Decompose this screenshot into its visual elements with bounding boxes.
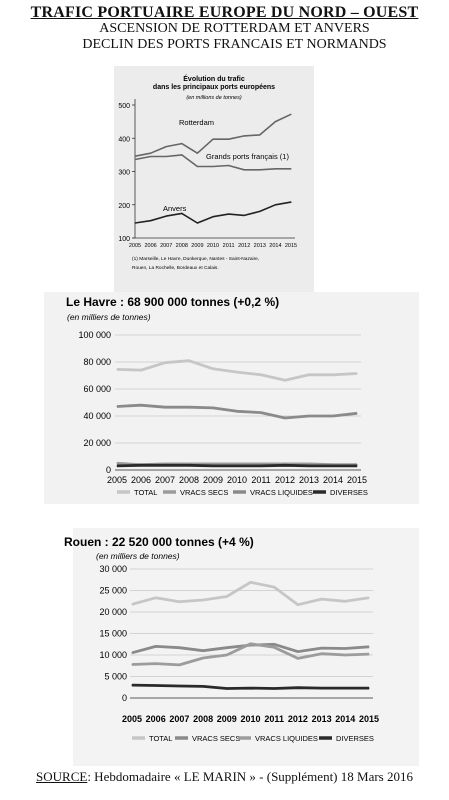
data-point	[179, 664, 180, 665]
data-point	[250, 643, 251, 644]
data-point	[297, 658, 298, 659]
data-point	[356, 465, 357, 466]
x-tick-label: 2012	[274, 475, 296, 485]
data-point	[212, 407, 213, 408]
data-point	[131, 652, 132, 653]
source-label: SOURCE	[36, 769, 88, 784]
x-tick-label: 2012	[238, 243, 251, 249]
data-point	[260, 412, 261, 413]
data-point	[228, 213, 229, 214]
chart-europe	[114, 66, 314, 292]
data-point	[244, 135, 245, 136]
x-tick-label: 2013	[253, 243, 266, 249]
y-tick-label: 10 000	[99, 650, 127, 660]
series-line-total	[117, 361, 357, 381]
x-tick-label: 2005	[121, 714, 143, 724]
data-point	[131, 604, 132, 605]
y-tick-label: 300	[118, 169, 130, 177]
data-point	[236, 372, 237, 373]
data-point	[321, 599, 322, 600]
data-point	[259, 134, 260, 135]
y-tick-label: 60 000	[83, 384, 111, 394]
data-point	[140, 405, 141, 406]
y-tick-label: 5 000	[104, 671, 127, 682]
data-point	[197, 166, 198, 167]
y-tick-label: 200	[118, 202, 130, 210]
data-point	[244, 215, 245, 216]
data-point	[150, 153, 151, 154]
data-point	[212, 216, 213, 217]
data-point	[226, 596, 227, 597]
data-point	[140, 465, 141, 466]
data-point	[244, 169, 245, 170]
x-tick-label: 2009	[191, 243, 204, 249]
y-tick-label: 20 000	[99, 607, 127, 617]
data-point	[290, 201, 291, 202]
data-point	[212, 139, 213, 140]
data-point	[226, 654, 227, 655]
chart-unit: (en millions de tonnes)	[186, 95, 242, 101]
x-tick-label: 2009	[202, 475, 224, 485]
data-point	[188, 407, 189, 408]
source-note	[0, 769, 449, 785]
data-point	[131, 664, 132, 665]
data-point	[116, 406, 117, 407]
data-point	[345, 601, 346, 602]
data-point	[368, 646, 369, 647]
x-tick-label: 2006	[145, 714, 166, 724]
data-point	[166, 156, 167, 157]
x-tick-label: 2013	[311, 714, 332, 724]
data-point	[345, 648, 346, 649]
series-label: Grands ports français (1)	[206, 152, 289, 161]
data-point	[134, 156, 135, 157]
data-point	[236, 463, 237, 464]
data-point	[297, 604, 298, 605]
chart-le-havre	[44, 292, 419, 504]
data-point	[290, 168, 291, 169]
data-point	[181, 154, 182, 155]
x-tick-label: 2015	[284, 243, 298, 249]
data-point	[259, 211, 260, 212]
data-point	[116, 465, 117, 466]
x-tick-label: 2012	[287, 714, 308, 724]
data-point	[368, 688, 369, 689]
x-tick-label: 2013	[298, 475, 320, 485]
x-tick-label: 2008	[175, 243, 188, 249]
data-point	[356, 413, 357, 414]
data-point	[250, 582, 251, 583]
data-point	[275, 204, 276, 205]
data-point	[226, 688, 227, 689]
data-point	[259, 169, 260, 170]
data-point	[179, 647, 180, 648]
data-point	[332, 465, 333, 466]
x-tick-label: 2014	[335, 714, 356, 724]
data-point	[308, 415, 309, 416]
data-point	[260, 374, 261, 375]
chart-footnote: Rouen, La Rochelle, Bordeaux et Calais.	[132, 266, 219, 271]
chart-unit: (en milliers de tonnes)	[67, 312, 151, 322]
series-line-total	[132, 582, 369, 604]
data-point	[203, 599, 204, 600]
chart-subtitle: dans les principaux ports européens	[152, 84, 276, 91]
data-point	[166, 215, 167, 216]
y-tick-label: 400	[118, 136, 130, 144]
legend-label: VRACS LIQUIDES	[250, 488, 313, 497]
chart-title: Le Havre : 68 900 000 tonnes (+0,2 %)	[66, 295, 280, 309]
data-point	[297, 687, 298, 688]
y-tick-label: 40 000	[83, 411, 111, 421]
chart-panel-rouen	[64, 528, 419, 766]
chart-unit: (en milliers de tonnes)	[96, 551, 180, 561]
data-point	[368, 597, 369, 598]
data-point	[275, 168, 276, 169]
data-point	[155, 685, 156, 686]
data-point	[274, 586, 275, 587]
data-point	[116, 369, 117, 370]
x-tick-label: 2010	[240, 714, 261, 724]
data-point	[321, 688, 322, 689]
data-point	[260, 463, 261, 464]
data-point	[236, 411, 237, 412]
chart-panel-europe	[114, 66, 314, 292]
y-tick-label: 25 000	[99, 585, 127, 596]
x-tick-label: 2006	[130, 475, 152, 485]
data-point	[332, 374, 333, 375]
y-tick-label: 15 000	[99, 628, 127, 639]
data-point	[260, 465, 261, 466]
chart-title: Évolution du trafic	[183, 76, 245, 83]
page-title: TRAFIC PORTUAIRE EUROPE DU NORD – OUEST	[30, 4, 419, 21]
legend-label: DIVERSES	[336, 734, 374, 743]
data-point	[345, 688, 346, 689]
data-point	[212, 463, 213, 464]
x-tick-label: 2007	[154, 475, 176, 485]
chart-title: Rouen : 22 520 000 tonnes (+4 %)	[64, 535, 254, 549]
source-text: : Hebdomadaire « LE MARIN » - (Supplément) 18 Mars 2016	[87, 769, 413, 784]
data-point	[179, 685, 180, 686]
data-point	[284, 380, 285, 381]
y-tick-label: 0	[105, 465, 111, 475]
data-point	[228, 165, 229, 166]
data-point	[212, 368, 213, 369]
x-tick-label: 2010	[226, 475, 248, 485]
data-point	[275, 121, 276, 122]
y-tick-label: 0	[121, 693, 127, 703]
x-tick-label: 2011	[251, 475, 271, 485]
y-tick-label: 30 000	[99, 564, 127, 574]
data-point	[188, 360, 189, 361]
data-point	[155, 663, 156, 664]
data-point	[179, 601, 180, 602]
legend-label: DIVERSES	[330, 488, 368, 497]
data-point	[308, 463, 309, 464]
x-tick-label: 2014	[269, 243, 282, 249]
data-point	[166, 146, 167, 147]
data-point	[345, 654, 346, 655]
legend-label: VRACS SECS	[192, 734, 241, 743]
data-point	[368, 654, 369, 655]
y-tick-label: 100 000	[78, 330, 111, 340]
data-point	[116, 463, 117, 464]
data-point	[134, 159, 135, 160]
data-point	[181, 143, 182, 144]
y-tick-label: 100	[118, 236, 130, 243]
x-tick-label: 2014	[322, 475, 344, 485]
data-point	[155, 646, 156, 647]
data-point	[356, 373, 357, 374]
legend-label: VRACS SECS	[180, 488, 229, 497]
chart-rouen	[64, 528, 419, 766]
data-point	[284, 465, 285, 466]
data-point	[297, 651, 298, 652]
data-point	[236, 465, 237, 466]
data-point	[226, 647, 227, 648]
legend-label: TOTAL	[134, 488, 158, 497]
data-point	[308, 374, 309, 375]
data-point	[274, 644, 275, 645]
x-tick-label: 2010	[206, 243, 220, 249]
data-point	[274, 647, 275, 648]
data-point	[203, 686, 204, 687]
data-point	[188, 465, 189, 466]
x-tick-label: 2011	[264, 714, 284, 724]
series-label: Anvers	[163, 204, 187, 213]
data-point	[203, 650, 204, 651]
x-tick-label: 2011	[222, 243, 235, 249]
x-tick-label: 2015	[358, 714, 380, 724]
data-point	[197, 222, 198, 223]
x-tick-label: 2007	[160, 243, 173, 249]
data-point	[274, 688, 275, 689]
y-tick-label: 20 000	[83, 438, 111, 448]
chart-panel-le-havre	[44, 292, 419, 504]
data-point	[321, 648, 322, 649]
page-subtitle-1: ASCENSION DE ROTTERDAM ET ANVERS	[99, 21, 370, 36]
data-point	[131, 685, 132, 686]
data-point	[203, 657, 204, 658]
legend-label: TOTAL	[149, 734, 173, 743]
x-tick-label: 2007	[169, 714, 190, 724]
x-tick-label: 2009	[216, 714, 237, 724]
data-point	[212, 465, 213, 466]
y-tick-label: 80 000	[83, 357, 111, 367]
data-point	[134, 222, 135, 223]
data-point	[290, 114, 291, 115]
x-tick-label: 2005	[106, 475, 128, 485]
data-point	[212, 166, 213, 167]
data-point	[284, 417, 285, 418]
page-subtitle-2: DECLIN DES PORTS FRANCAIS ET NORMANDS	[82, 37, 387, 52]
data-point	[308, 465, 309, 466]
data-point	[228, 139, 229, 140]
data-point	[150, 220, 151, 221]
series-label: Rotterdam	[179, 118, 215, 127]
data-point	[197, 153, 198, 154]
data-point	[150, 156, 151, 157]
data-point	[164, 465, 165, 466]
series-line-anvers	[135, 202, 291, 223]
data-point	[250, 688, 251, 689]
y-tick-label: 500	[118, 103, 130, 110]
data-point	[164, 362, 165, 363]
x-tick-label: 2005	[128, 243, 142, 249]
data-point	[140, 370, 141, 371]
data-point	[332, 415, 333, 416]
data-point	[321, 653, 322, 654]
data-point	[164, 407, 165, 408]
data-point	[155, 597, 156, 598]
x-tick-label: 2015	[346, 475, 368, 485]
chart-footnote: (1) Marseille, Le Havre, Dunkerque, Nantes - Saint-Nazaire,	[132, 257, 260, 262]
legend-label: VRACS LIQUIDES	[255, 734, 318, 743]
x-tick-label: 2006	[144, 243, 157, 249]
x-tick-label: 2008	[178, 475, 200, 485]
x-tick-label: 2008	[193, 714, 214, 724]
